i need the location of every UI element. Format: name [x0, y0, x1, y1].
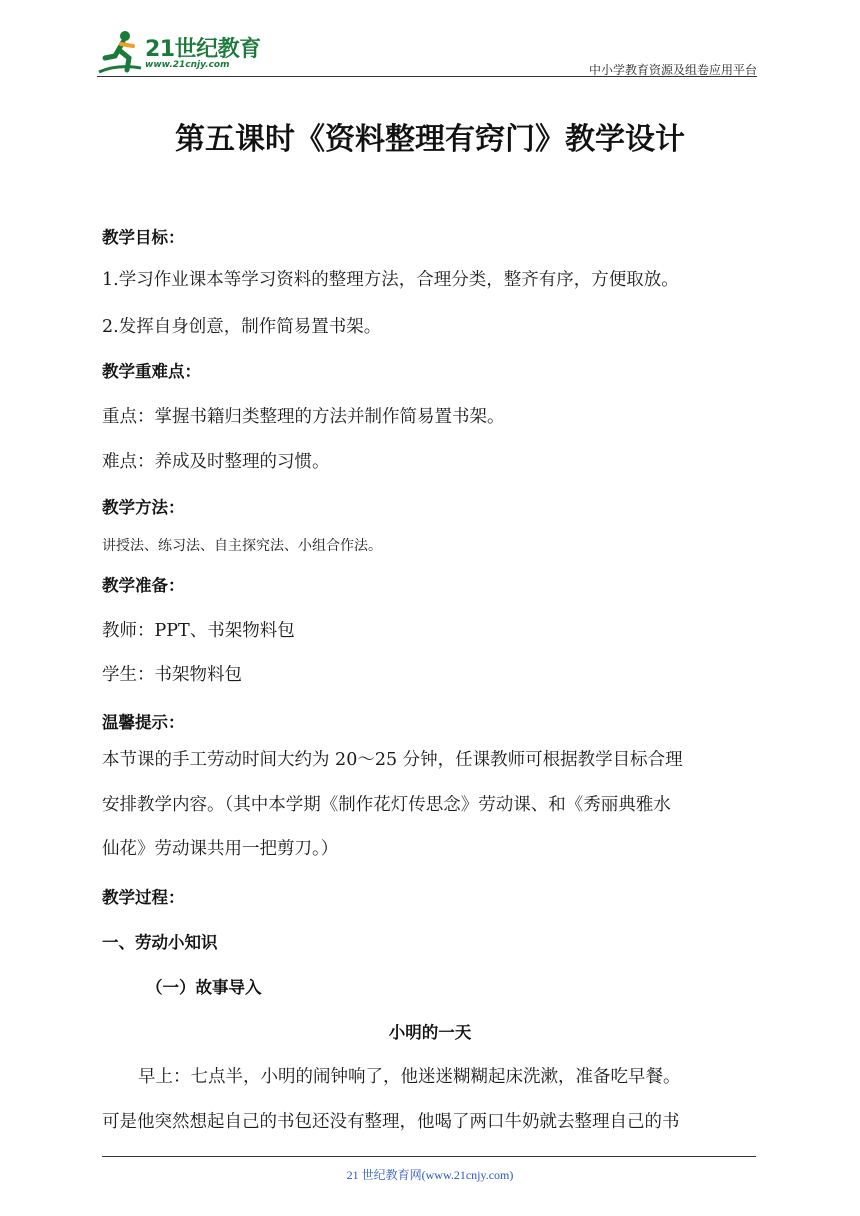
logo-url: www.21cnjy.com [145, 60, 230, 70]
story-title: 小明的一天 [388, 1023, 472, 1042]
tips-heading: 温馨提示： [102, 713, 185, 732]
methods-text: 讲授法、练习法、自主探究法、小组合作法。 [102, 538, 382, 554]
runner-logo-icon [97, 28, 143, 76]
objective-2: 2.发挥自身创意，制作简易置书架。 [102, 317, 382, 337]
page-header [97, 28, 757, 78]
process-heading: 教学过程： [102, 888, 185, 907]
prep-student: 学生：书架物料包 [102, 665, 242, 685]
header-platform-text: 中小学教育资源及组卷应用平台 [588, 63, 757, 77]
tips-line-3: 仙花》劳动课共用一把剪刀。） [102, 839, 339, 859]
keypoint-text: 重点：掌握书籍归类整理的方法并制作简易置书架。 [102, 407, 505, 427]
logo-text: 21世纪教育 [145, 37, 261, 62]
objective-1: 1.学习作业课本等学习资料的整理方法，合理分类，整齐有序，方便取放。 [102, 270, 679, 290]
story-line-1: 早上：七点半，小明的闹钟响了，他迷迷糊糊起床洗漱，准备吃早餐。 [138, 1067, 681, 1087]
tips-line-1: 本节课的手工劳动时间大约为 20～25 分钟，任课教师可根据教学目标合理 [102, 750, 683, 770]
story-line-2: 可是他突然想起自己的书包还没有整理，他喝了两口牛奶就去整理自己的书 [102, 1112, 680, 1132]
footer-text: 21 世纪教育网(www.21cnjy.com) [346, 1168, 514, 1182]
difficulty-text: 难点：养成及时整理的习惯。 [102, 452, 330, 472]
keypoints-heading: 教学重难点： [102, 362, 201, 381]
part1-subheading: （一）故事导入 [146, 978, 262, 997]
page-title: 第五课时《资料整理有窍门》教学设计 [175, 122, 685, 157]
objectives-heading: 教学目标： [102, 228, 185, 247]
header-divider [97, 76, 757, 77]
prep-heading: 教学准备： [102, 576, 185, 595]
footer-divider [102, 1156, 756, 1157]
logo [97, 28, 267, 78]
prep-teacher: 教师：PPT、书架物料包 [102, 621, 295, 641]
tips-line-2: 安排教学内容。（其中本学期《制作花灯传思念》劳动课、和《秀丽典雅水 [102, 795, 671, 815]
part1-heading: 一、劳动小知识 [102, 933, 218, 952]
methods-heading: 教学方法： [102, 498, 185, 517]
